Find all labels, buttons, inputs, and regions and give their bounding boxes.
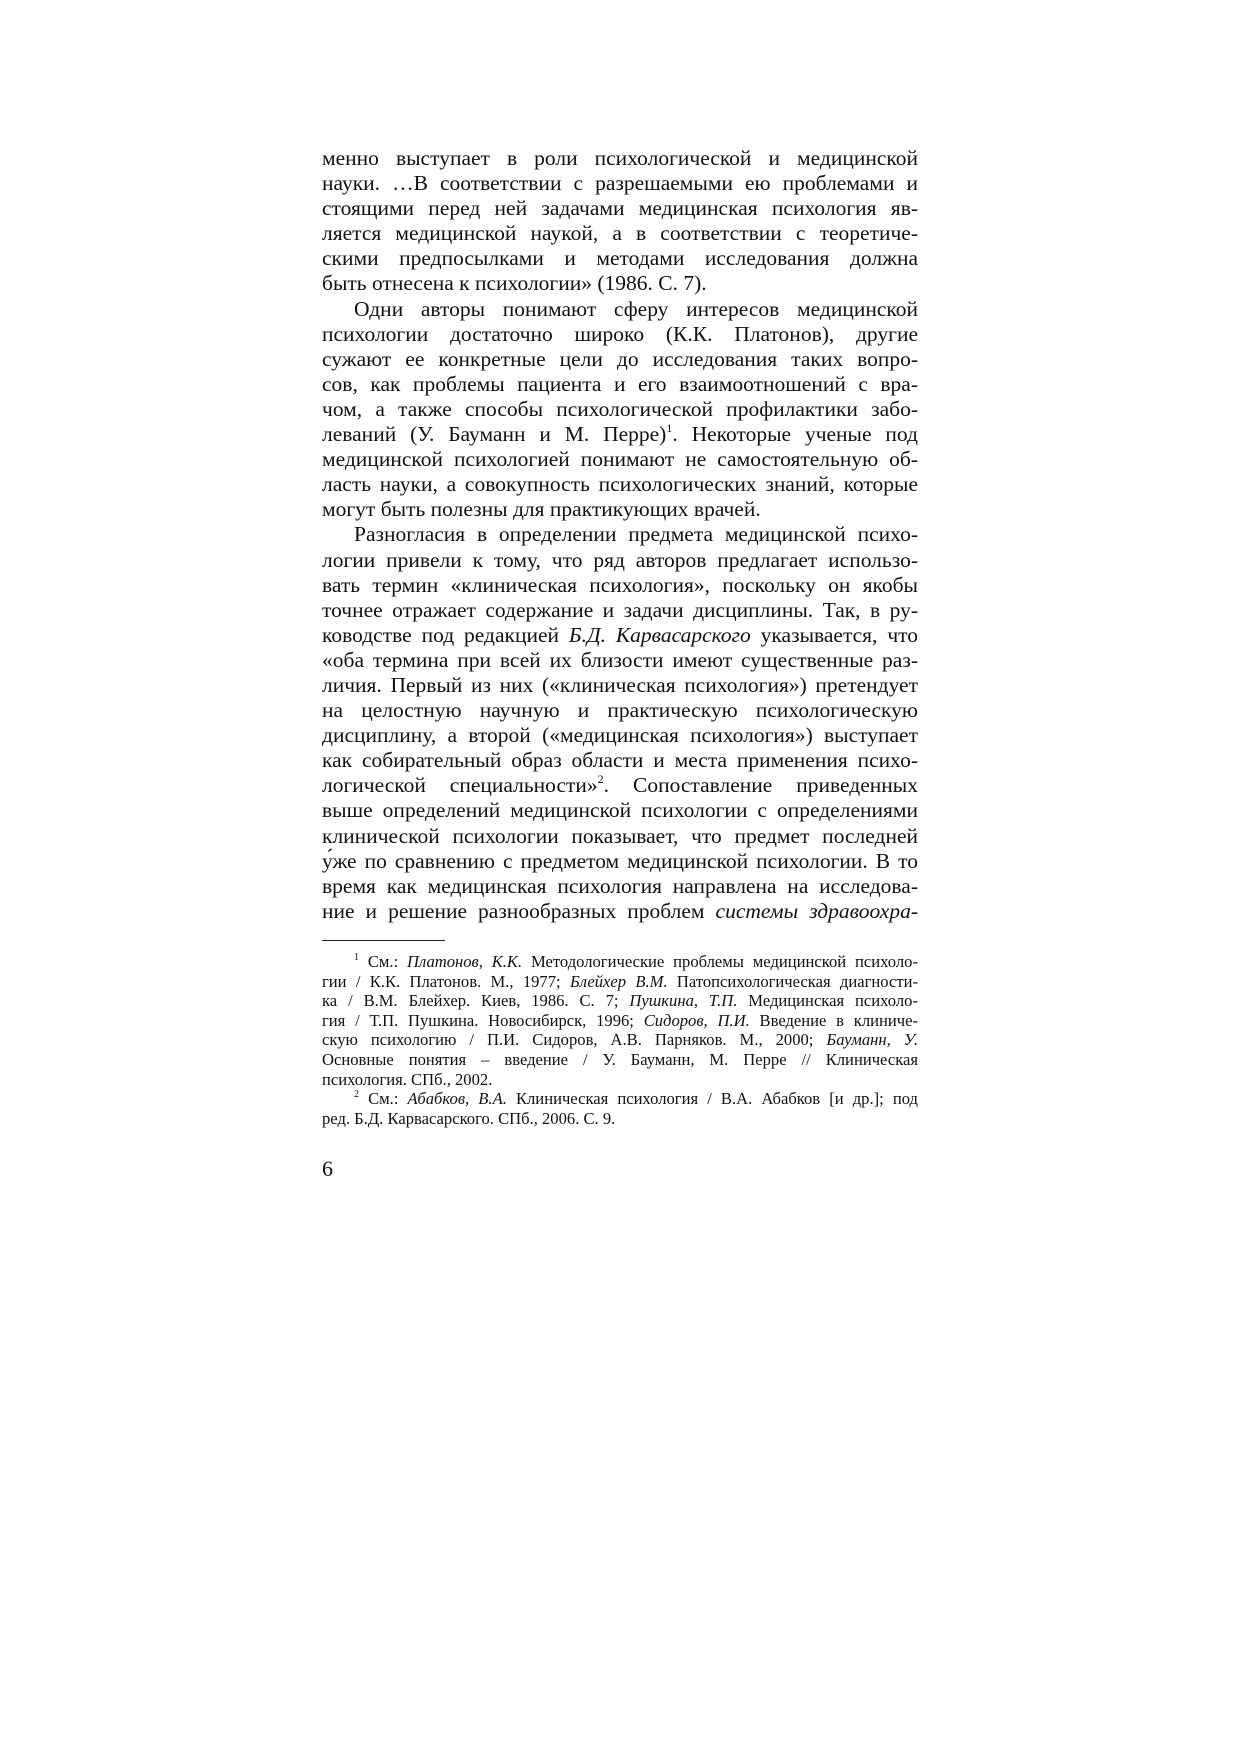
footnote-separator (322, 940, 445, 941)
body-line: быть отнесена к психологии» (1986. С. 7). (322, 271, 707, 296)
body-line: чом, а также способы психологической профилактики забо- (322, 396, 918, 421)
body-line: личия. Первый из них («клиническая психология») претендует (322, 672, 918, 697)
body-line: сов, как проблемы пациента и его взаимоотношений с вра- (322, 371, 918, 396)
italic-author: Платонов, К.К. (407, 952, 523, 971)
text-fragment: Основные понятия – введение / У. Бауманн, М. Перре // Клиническая (322, 1049, 918, 1069)
body-line: у́же по сравнению с предметом медицинской психологии. В то (322, 848, 918, 873)
body-line: Разногласия в определении предмета медицинской психо- (354, 522, 918, 547)
body-line: выше определений медицинской психологии с определениями (322, 798, 918, 823)
text-fragment: ред. Б.Д. Карвасарского. СПб., 2006. С. 9. (322, 1108, 616, 1128)
footnote-line (322, 972, 918, 992)
text-fragment: Методологические проблемы медицинской психоло- (522, 952, 918, 971)
footnote-line (322, 952, 918, 972)
text-fragment: . Некоторые ученые под (672, 422, 918, 447)
page-number: 6 (322, 1156, 333, 1181)
body-line (322, 623, 918, 648)
text-fragment: См.: (359, 1089, 408, 1109)
body-line: психологии достаточно широко (К.К. Платонов), другие (322, 321, 918, 346)
body-line: могут быть полезны для практикующих врачей. (322, 497, 761, 522)
italic-author: Сидоров, П.И. (643, 1010, 750, 1030)
italic-name: Б.Д. Карвасарского (568, 622, 751, 647)
text-fragment: ние и решение разнообразных проблем (322, 898, 716, 923)
text-fragment: . Сопоставление приведенных (603, 773, 918, 798)
footnote-line (322, 1011, 918, 1031)
text-fragment: психология. СПб., 2002. (322, 1069, 493, 1089)
body-line: сужают ее конкретные цели до исследования таких вопро- (322, 346, 918, 371)
body-line: «оба термина при всей их близости имеют существенные раз- (322, 647, 918, 672)
italic-phrase: системы здравоохра- (715, 898, 919, 923)
body-line: ласть науки, а совокупность психологических знаний, которые (322, 472, 918, 497)
text-fragment: гия / Т.П. Пушкина. Новосибирск, 1996; (322, 1010, 644, 1030)
body-line: клинической психологии показывает, что предмет последней (322, 823, 918, 848)
italic-author: Блейхер В.М. (569, 971, 668, 991)
body-line: науки. …В соответствии с разрешаемыми ею проблемами и (322, 171, 918, 196)
footnote-line (322, 1070, 918, 1090)
body-line: дисциплину, а второй («медицинская психология») выступает (322, 723, 918, 748)
footnote-line (322, 1030, 918, 1050)
body-line: логии привели к тому, что ряд авторов предлагает использо- (322, 547, 918, 572)
text-fragment: См.: (359, 952, 408, 971)
footnote-marker-2: 2 (354, 1089, 359, 1101)
footnote-line (322, 991, 918, 1011)
text-fragment: Клиническая психология / В.А. Абабков [и др.]; под (506, 1089, 918, 1109)
body-line: стоящими перед ней задачами медицинская психология яв- (322, 196, 918, 221)
footnote-line (322, 1109, 918, 1129)
text-fragment: логической специальности» (322, 773, 598, 798)
body-line: менно выступает в роли психологической и медицинской (322, 146, 918, 170)
text-fragment: скую психологию / П.И. Сидоров, А.В. Парняков. М., 2000; (322, 1030, 827, 1050)
body-line: медицинской психологией понимают не самостоятельную об- (322, 447, 918, 472)
body-line: на целостную научную и практическую психологическую (322, 698, 918, 723)
body-line: вать термин «клиническая психология», поскольку он якобы (322, 572, 918, 597)
text-fragment: леваний (У. Бауманн и М. Перре) (322, 422, 667, 447)
text-fragment: Введение в клиниче- (749, 1010, 918, 1030)
italic-author: Бауманн, У. (826, 1030, 919, 1050)
body-line: время как медицинская психология направлена на исследова- (322, 873, 918, 898)
body-line: как собирательный образ области и места применения психо- (322, 748, 918, 773)
text-fragment: гии / К.К. Платонов. М., 1977; (322, 971, 570, 991)
italic-author: Пушкина, Т.П. (629, 991, 738, 1011)
footnote-line (322, 1089, 918, 1109)
main-text (322, 146, 918, 924)
text-fragment: Патопсихологическая диагности- (667, 971, 919, 991)
body-line: ляется медицинской наукой, а в соответствии с теоретиче- (322, 221, 918, 246)
text-fragment: ка / В.М. Блейхер. Киев, 1986. С. 7; (322, 991, 630, 1011)
text-fragment: ководстве под редакцией (322, 622, 569, 647)
text-fragment: указывается, что (750, 622, 918, 647)
footnote-marker-1: 1 (354, 952, 359, 963)
footnotes (322, 952, 918, 1128)
body-line: скими предпосылками и методами исследования должна (322, 246, 918, 271)
body-line (322, 899, 918, 924)
body-line (322, 773, 918, 798)
text-fragment: Медицинская психоло- (737, 991, 918, 1011)
footnote-ref-1[interactable]: 1 (666, 421, 673, 436)
footnote-ref-2[interactable]: 2 (597, 772, 604, 787)
italic-author: Абабков, В.А. (407, 1089, 507, 1109)
body-line: Одни авторы понимают сферу интересов медицинской (354, 296, 918, 321)
body-line (322, 422, 918, 447)
body-line: точнее отражает содержание и задачи дисциплины. Так, в ру- (322, 597, 918, 622)
footnote-line (322, 1050, 918, 1070)
